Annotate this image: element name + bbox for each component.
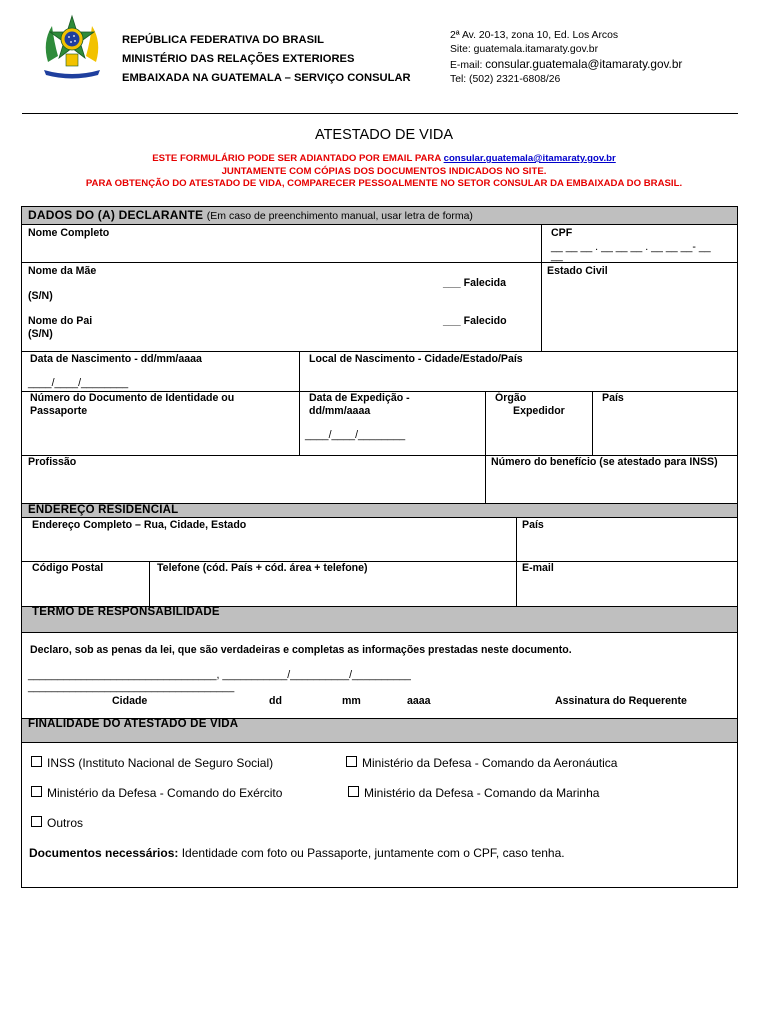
cpf-blanks[interactable]: __ __ __ . __ __ __ . __ __ __- __ [551, 241, 711, 253]
cpf-blanks-2: __ [551, 250, 563, 262]
header-site: Site: guatemala.itamaraty.gov.br [450, 43, 599, 55]
label-aaaa: aaaa [407, 695, 431, 707]
label-numero-beneficio: Número do benefício (se atestado para INSS) [491, 456, 718, 468]
option-inss-label: INSS (Instituto Nacional de Seguro Social) [47, 756, 274, 770]
label-numero-documento: Número do Documento de Identidade ou Passaporte [30, 392, 235, 417]
option-outros-label: Outros [47, 816, 84, 830]
label-nome-mae: Nome da Mãe [28, 265, 97, 277]
header-line-embaixada: EMBAIXADA NA GUATEMALA – SERVIÇO CONSULAR [122, 72, 411, 84]
header-line-ministerio: MINISTÉRIO DAS RELAÇÕES EXTERIORES [122, 53, 355, 65]
label-expedidor: Expedidor [513, 405, 565, 417]
header-email-label: E-mail: [450, 60, 486, 71]
label-falecida[interactable]: ___ Falecida [443, 277, 507, 289]
header-tel: Tel: (502) 2321-6808/26 [450, 73, 561, 85]
label-codigo-postal: Código Postal [32, 562, 104, 574]
header-contact [450, 29, 682, 86]
notice-block [0, 153, 768, 191]
label-pais-documento: País [602, 392, 624, 404]
notice-line-2: JUNTAMENTE COM CÓPIAS DOS DOCUMENTOS INDICADOS NO SITE. [221, 165, 547, 177]
option-marinha[interactable] [348, 786, 599, 800]
option-aeronautica-label: Ministério da Defesa - Comando da Aeronáutica [362, 756, 618, 770]
data-nascimento-blank[interactable]: ____/____/________ [28, 377, 129, 389]
label-pais-endereco: País [522, 519, 544, 531]
label-estado-civil: Estado Civil [547, 265, 608, 277]
option-marinha-label: Ministério da Defesa - Comando da Marinha [364, 786, 600, 800]
label-falecido[interactable]: ___ Falecido [443, 315, 507, 327]
label-dd: dd [269, 695, 282, 707]
termo-cidade-data-blanks[interactable]: ________________________________, ___________/__________/__________ [28, 669, 411, 681]
option-outros[interactable] [31, 816, 83, 830]
label-email: E-mail [522, 562, 554, 574]
checkbox-aeronautica[interactable] [346, 756, 357, 767]
header-institution [122, 31, 411, 88]
checkbox-inss[interactable] [31, 756, 42, 767]
brazil-coat-of-arms-icon [38, 12, 106, 80]
label-orgao: Órgão [495, 392, 527, 404]
documentos-label: Documentos necessários: [29, 846, 179, 860]
option-aeronautica[interactable] [346, 756, 617, 770]
checkbox-exercito[interactable] [31, 786, 42, 797]
label-endereco-completo: Endereço Completo – Rua, Cidade, Estado [32, 519, 247, 531]
header-email-row [450, 58, 682, 73]
section-declarante-note: (Em caso de preenchimento manual, usar letra de forma) [206, 210, 473, 222]
documentos-necessarios [29, 846, 565, 860]
label-assinatura: Assinatura do Requerente [555, 695, 687, 707]
checkbox-outros[interactable] [31, 816, 42, 827]
checkbox-marinha[interactable] [348, 786, 359, 797]
section-termo-heading: TERMO DE RESPONSABILIDADE [32, 606, 220, 618]
label-profissao: Profissão [28, 456, 77, 468]
label-data-expedicao: Data de Expedição - dd/mm/aaaa [309, 392, 410, 417]
notice-email-link[interactable]: consular.guatemala@itamaraty.gov.br [443, 153, 616, 164]
data-expedicao-blank[interactable]: ____/____/________ [305, 429, 406, 441]
notice-line-1-text: ESTE FORMULÁRIO PODE SER ADIANTADO POR EMAIL PARA [152, 153, 444, 164]
label-cidade: Cidade [112, 695, 148, 707]
label-telefone: Telefone (cód. País + cód. área + telefone) [157, 562, 368, 574]
label-data-nascimento: Data de Nascimento - dd/mm/aaaa [30, 353, 202, 365]
option-exercito[interactable] [31, 786, 282, 800]
label-local-nascimento: Local de Nascimento - Cidade/Estado/País [309, 353, 523, 365]
notice-line-1 [0, 153, 768, 166]
section-declarante-heading [28, 208, 473, 222]
section-endereco-heading: ENDEREÇO RESIDENCIAL [28, 504, 179, 516]
label-mm: mm [342, 695, 361, 707]
notice-line-3: PARA OBTENÇÃO DO ATESTADO DE VIDA, COMPARECER PESSOALMENTE NO SETOR CONSULAR DA EMBAIXADA DO BRASIL. [85, 178, 683, 189]
label-nome-pai: Nome do Pai [28, 315, 93, 327]
documentos-text: Identidade com foto ou Passaporte, juntamente com o CPF, caso tenha. [178, 846, 565, 860]
option-exercito-label: Ministério da Defesa - Comando do Exército [47, 786, 283, 800]
termo-declaracao: Declaro, sob as penas da lei, que são verdadeiras e completas as informações prestadas neste documento. [30, 644, 572, 656]
page-title: ATESTADO DE VIDA [314, 127, 454, 143]
label-nome-completo: Nome Completo [28, 227, 110, 239]
header-line-republica: REPÚBLICA FEDERATIVA DO BRASIL [122, 34, 324, 46]
atestado-form [21, 206, 738, 888]
label-sn-mae: (S/N) [28, 290, 53, 302]
section-finalidade-heading: FINALIDADE DO ATESTADO DE VIDA [28, 718, 239, 730]
section-declarante-title: DADOS DO (A) DECLARANTE [28, 208, 207, 222]
option-inss[interactable] [31, 756, 273, 770]
label-sn-pai: (S/N) [28, 328, 53, 340]
label-cpf: CPF [551, 227, 573, 239]
termo-blank-line-2: ___________________________________ [28, 681, 235, 693]
header-divider [22, 113, 738, 114]
header-address: 2ª Av. 20-13, zona 10, Ed. Los Arcos [450, 30, 619, 41]
header-email[interactable]: consular.guatemala@itamaraty.gov.br [485, 57, 683, 71]
